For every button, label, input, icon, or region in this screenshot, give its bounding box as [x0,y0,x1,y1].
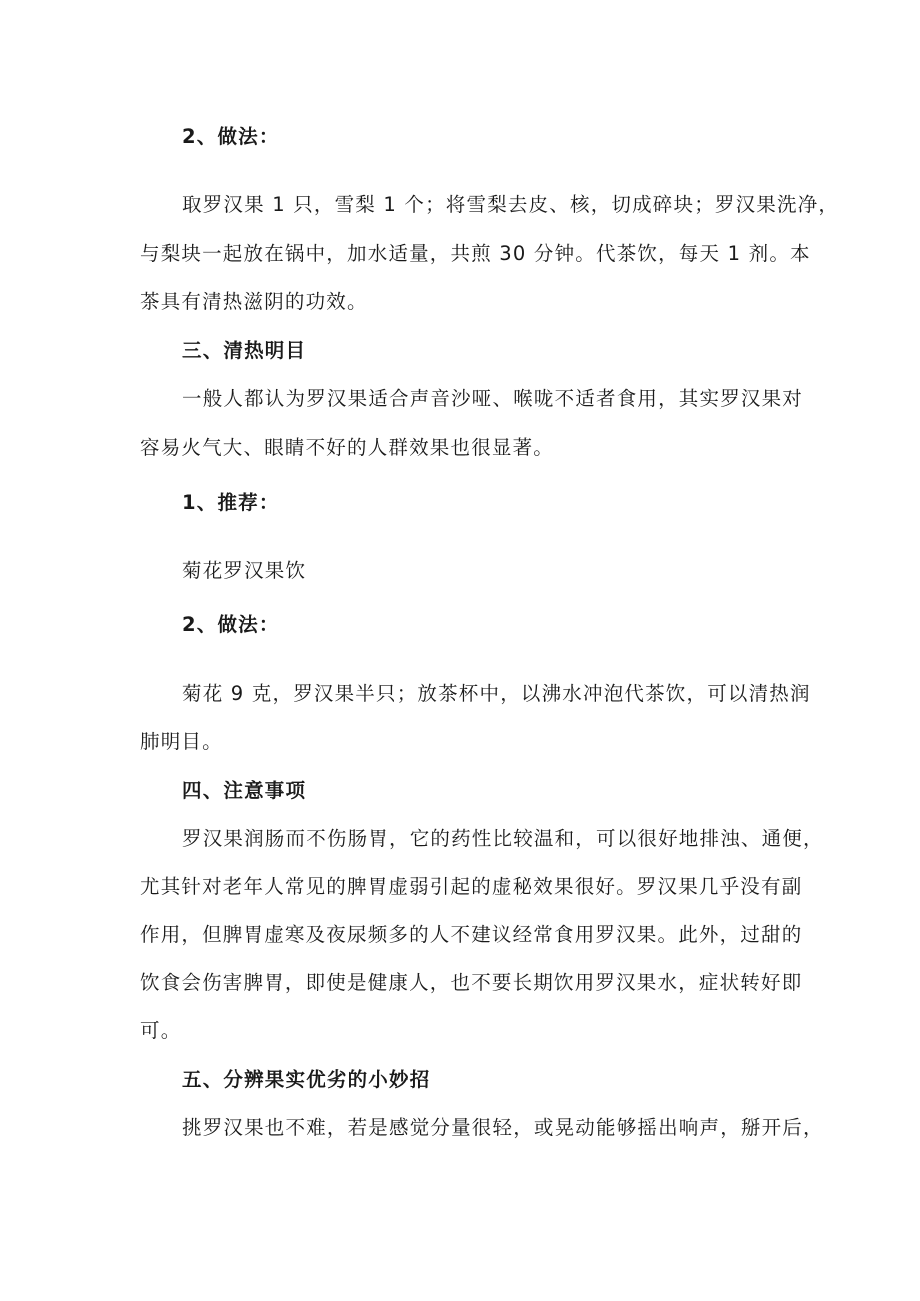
paragraph-line: 可。 [140,1019,182,1042]
paragraph-line: 茶具有清热滋阴的功效。 [140,290,368,313]
section-5-title: 五、分辨果实优劣的小妙招 [182,1068,431,1091]
section-3-title: 三、清热明目 [182,339,307,362]
recommend-heading: 1、推荐： [182,491,280,514]
paragraph-line: 肺明目。 [140,730,223,753]
section-4-title: 四、注意事项 [182,779,307,802]
paragraph-line: 容易火气大、眼睛不好的人群效果也很显著。 [140,436,555,459]
method-heading-1: 2、做法： [182,125,280,148]
recommend-text: 菊花罗汉果饮 [182,559,307,582]
paragraph-line: 罗汉果润肠而不伤肠胃，它的药性比较温和，可以很好地排浊、通便， [182,827,824,850]
paragraph-line: 作用，但脾胃虚寒及夜尿频多的人不建议经常食用罗汉果。此外，过甜的 [140,923,803,946]
paragraph-line: 饮食会伤害脾胃，即使是健康人，也不要长期饮用罗汉果水，症状转好即 [140,971,803,994]
paragraph-line: 菊花 9 克，罗汉果半只；放茶杯中，以沸水冲泡代茶饮，可以清热润 [182,682,811,705]
paragraph-line: 取罗汉果 1 只，雪梨 1 个；将雪梨去皮、核，切成碎块；罗汉果洗净， [182,193,840,216]
method-heading-2: 2、做法： [182,613,280,636]
paragraph-line: 一般人都认为罗汉果适合声音沙哑、喉咙不适者食用，其实罗汉果对 [182,387,804,410]
paragraph-line: 尤其针对老年人常见的脾胃虚弱引起的虚秘效果很好。罗汉果几乎没有副 [140,875,803,898]
paragraph-line: 与梨块一起放在锅中，加水适量，共煎 30 分钟。代茶饮，每天 1 剂。本 [140,242,811,265]
paragraph-line: 挑罗汉果也不难，若是感觉分量很轻，或晃动能够摇出响声，掰开后， [182,1116,824,1139]
